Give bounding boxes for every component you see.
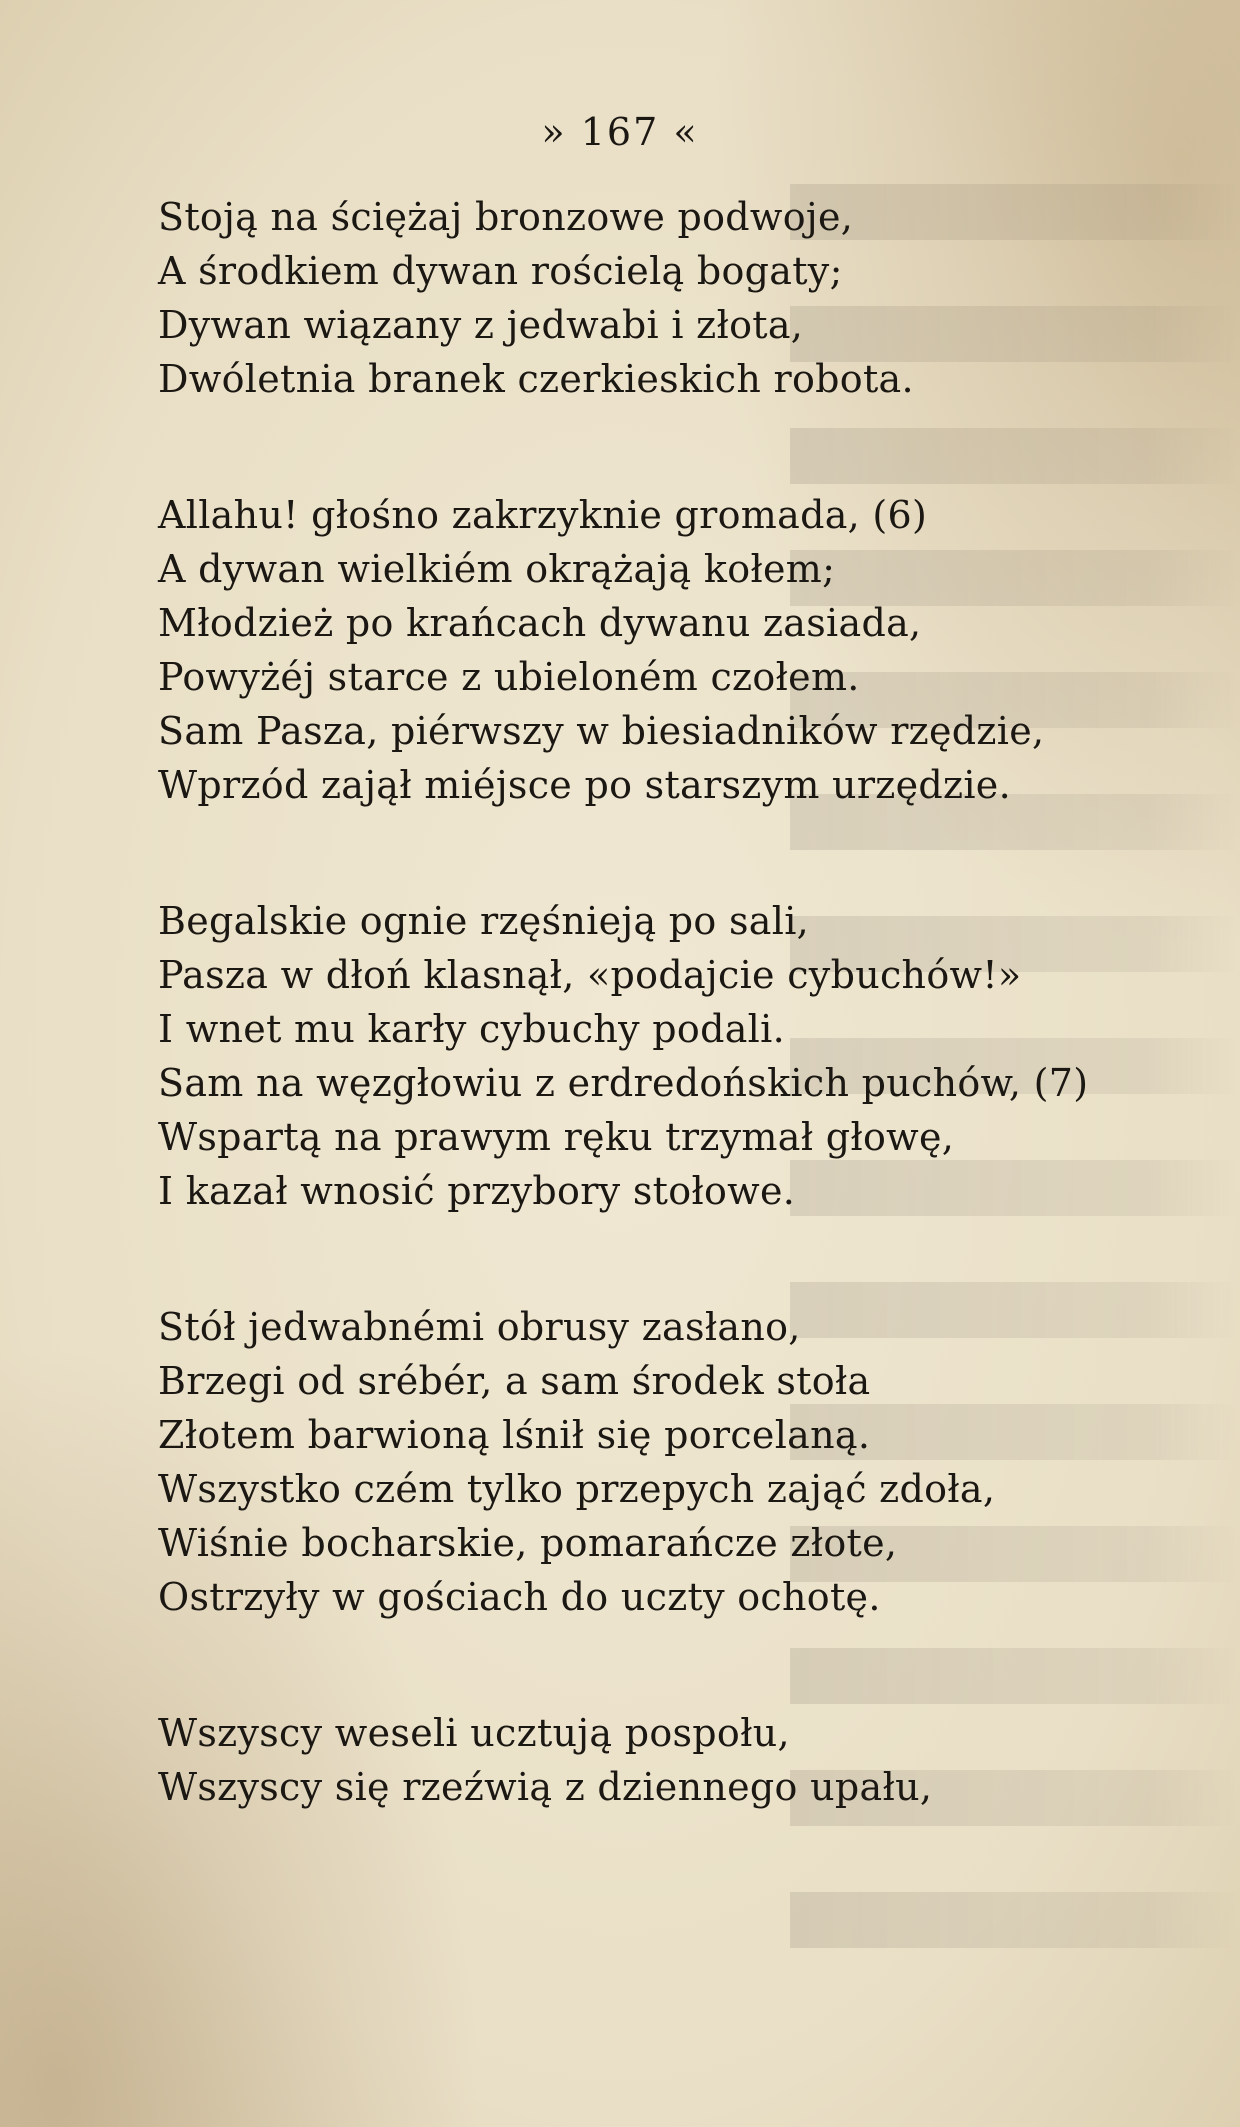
verse-line: Złotem barwioną lśnił się porcelaną. (158, 1413, 871, 1457)
verse-line: Begalskie ognie rzęśnieją po sali, (158, 899, 810, 943)
verse-line: I wnet mu karły cybuchy podali. (158, 1007, 785, 1051)
verse-line: Wspartą na prawym ręku trzymał głowę, (158, 1115, 955, 1159)
verse-line: Ostrzyły w gościach do uczty ochotę. (158, 1575, 881, 1619)
stanza-4 (158, 1300, 1098, 1624)
verse-line: Pasza w dłoń klasnął, «podajcie cybuchów!» (158, 953, 1022, 997)
poem-text (158, 190, 1098, 1814)
verse-line: Młodzież po krańcach dywanu zasiada, (158, 601, 922, 645)
verse-line: Wprzód zajął miéjsce po starszym urzędzie. (158, 763, 1011, 807)
stanza-3 (158, 894, 1098, 1218)
verse-line: Sam na węzgłowiu z erdredońskich puchów, (7) (158, 1061, 1089, 1105)
verse-line: A środkiem dywan rościelą bogaty; (158, 249, 843, 293)
verse-line: Wszyscy się rzeźwią z dziennego upału, (158, 1765, 933, 1809)
stanza-1 (158, 190, 1098, 406)
verse-line: Wszyscy weseli ucztują pospołu, (158, 1711, 790, 1755)
verse-line: Stoją na ściężaj bronzowe podwoje, (158, 195, 854, 239)
verse-line: Dywan wiązany z jedwabi i złota, (158, 303, 804, 347)
stanza-5 (158, 1706, 1098, 1814)
verse-line: Wszystko czém tylko przepych zająć zdoła, (158, 1467, 996, 1511)
verse-line: Allahu! głośno zakrzyknie gromada, (6) (158, 493, 928, 537)
verse-line: Powyżéj starce z ubieloném czołem. (158, 655, 860, 699)
page-number: » 167 « (541, 110, 699, 154)
stanza-gap (158, 812, 1098, 894)
verse-line: Stół jedwabnémi obrusy zasłano, (158, 1305, 801, 1349)
verse-line: Brzegi od srébér, a sam środek stoła (158, 1359, 871, 1403)
stanza-2 (158, 488, 1098, 812)
verse-line: Dwóletnia branek czerkieskich robota. (158, 357, 914, 401)
verse-line: Sam Pasza, piérwszy w biesiadników rzędzie, (158, 709, 1045, 753)
verse-line: A dywan wielkiém okrążają kołem; (158, 547, 836, 591)
stanza-gap (158, 406, 1098, 488)
verse-line: I kazał wnosić przybory stołowe. (158, 1169, 796, 1213)
verse-line: Wiśnie bocharskie, pomarańcze złote, (158, 1521, 898, 1565)
stanza-gap (158, 1624, 1098, 1706)
stanza-gap (158, 1218, 1098, 1300)
